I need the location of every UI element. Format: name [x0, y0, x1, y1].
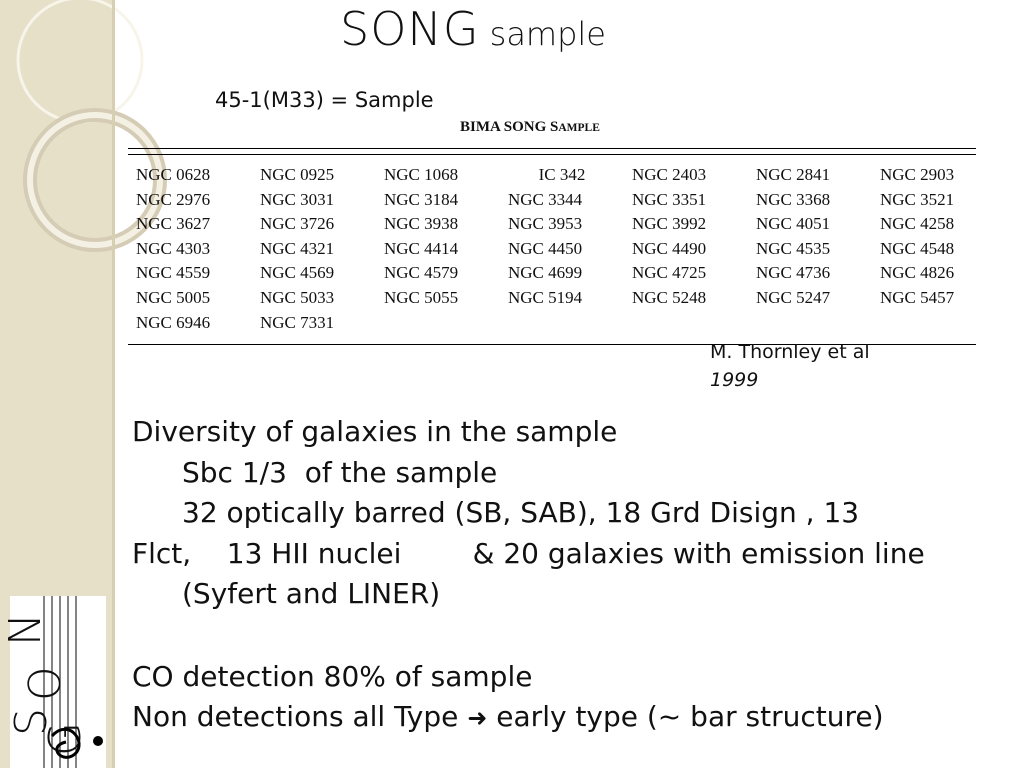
- body-line: (Syfert and LINER): [182, 577, 441, 610]
- table-top-rule-2: [128, 154, 976, 155]
- table-cell: NGC 2403: [632, 165, 707, 184]
- table-cell: NGC 0925: [260, 165, 335, 184]
- table-cell: NGC 4303: [136, 238, 211, 258]
- table-cell: NGC 4414: [384, 238, 459, 258]
- table-cell: NGC 3351: [632, 189, 707, 209]
- table-cell: NGC 0628: [136, 165, 211, 184]
- right-arrow-icon: ➜: [467, 704, 488, 732]
- table-cell: NGC 3726: [260, 214, 335, 234]
- table-cell: NGC 3992: [632, 214, 707, 234]
- table-cell: NGC 4258: [880, 214, 955, 234]
- table-cell: NGC 5055: [384, 287, 459, 307]
- table-cell: NGC 3953: [508, 214, 583, 234]
- table-cell: NGC 3344: [508, 189, 583, 209]
- citation-year: 1999: [710, 369, 759, 391]
- table-cell: NGC 3627: [136, 214, 211, 234]
- galaxy-sample-table: [128, 148, 976, 345]
- svg-text:S: S: [6, 708, 57, 736]
- table-cell: NGC 2841: [756, 165, 831, 184]
- body-line-part: Non detections all Type: [132, 700, 468, 733]
- table-cell: NGC 4579: [384, 263, 459, 283]
- table-cell: NGC 7331: [260, 312, 335, 332]
- table-cell: NGC 4699: [508, 263, 583, 283]
- citation-authors: M. Thornley et al: [710, 341, 870, 363]
- table-cell: NGC 5033: [260, 287, 335, 307]
- body-line: CO detection 80% of sample: [132, 659, 533, 693]
- table-title-part-a: BIMA SONG S: [460, 119, 559, 135]
- body-line: [132, 697, 1012, 739]
- table-cell: IC 342: [538, 165, 586, 184]
- table-cell: NGC 4826: [880, 263, 955, 283]
- table-cell: NGC 2903: [880, 165, 955, 184]
- slide-subtitle: 45-1(M33) = Sample: [215, 88, 434, 112]
- svg-text:N: N: [0, 613, 51, 646]
- body-line: Sbc 1/3 of the sample: [182, 455, 498, 489]
- table-cell: NGC 4051: [756, 214, 831, 234]
- table-cell: NGC 4535: [756, 238, 831, 258]
- table-cell: NGC 4569: [260, 263, 335, 283]
- decorative-circles: [0, 0, 115, 300]
- table-cell: NGC 5457: [880, 287, 955, 307]
- table-cell: NGC 3938: [384, 214, 459, 234]
- body-line: Flct, 13 HII nuclei & 20 galaxies with emission line: [132, 536, 925, 570]
- table-cell: NGC 5005: [136, 287, 211, 307]
- table-cell: NGC 1068: [384, 165, 459, 184]
- table-cell: NGC 3031: [260, 189, 335, 209]
- body-line: Diversity of galaxies in the sample: [132, 415, 618, 448]
- table-top-rule: [128, 148, 976, 149]
- table-cell: NGC 4548: [880, 238, 955, 258]
- song-logo: [0, 596, 106, 768]
- citation: [710, 338, 940, 394]
- table-cell: NGC 3521: [880, 189, 955, 209]
- table-cell: NGC 5194: [508, 287, 583, 307]
- table-title: [460, 119, 600, 136]
- table-cell: NGC 4736: [756, 263, 831, 283]
- title-main: SONG: [340, 2, 480, 56]
- table-title-part-b: AMPLE: [558, 122, 600, 134]
- svg-text:O: O: [20, 666, 71, 701]
- table-cell: NGC 4321: [260, 238, 335, 258]
- table-cell: NGC 4490: [632, 238, 707, 258]
- table-cell: NGC 2976: [136, 189, 211, 209]
- table-cell: NGC 5248: [632, 287, 707, 307]
- table-cell: NGC 4450: [508, 238, 583, 258]
- body-line-part: early type (~ bar structure): [487, 700, 884, 733]
- table-cell: NGC 4725: [632, 263, 707, 283]
- title-rest: sample: [479, 15, 606, 53]
- table-cell: NGC 4559: [136, 263, 211, 283]
- slide-title: [340, 2, 606, 56]
- svg-text:G: G: [40, 721, 91, 756]
- table-cell: NGC 3184: [384, 189, 459, 209]
- table-grid: [128, 164, 976, 334]
- table-cell: NGC 5247: [756, 287, 831, 307]
- body-line: 32 optically barred (SB, SAB), 18 Grd Disign , 13: [182, 496, 860, 529]
- table-cell: NGC 3368: [756, 189, 831, 209]
- slide-body: [132, 412, 1012, 739]
- table-cell: NGC 6946: [136, 312, 211, 332]
